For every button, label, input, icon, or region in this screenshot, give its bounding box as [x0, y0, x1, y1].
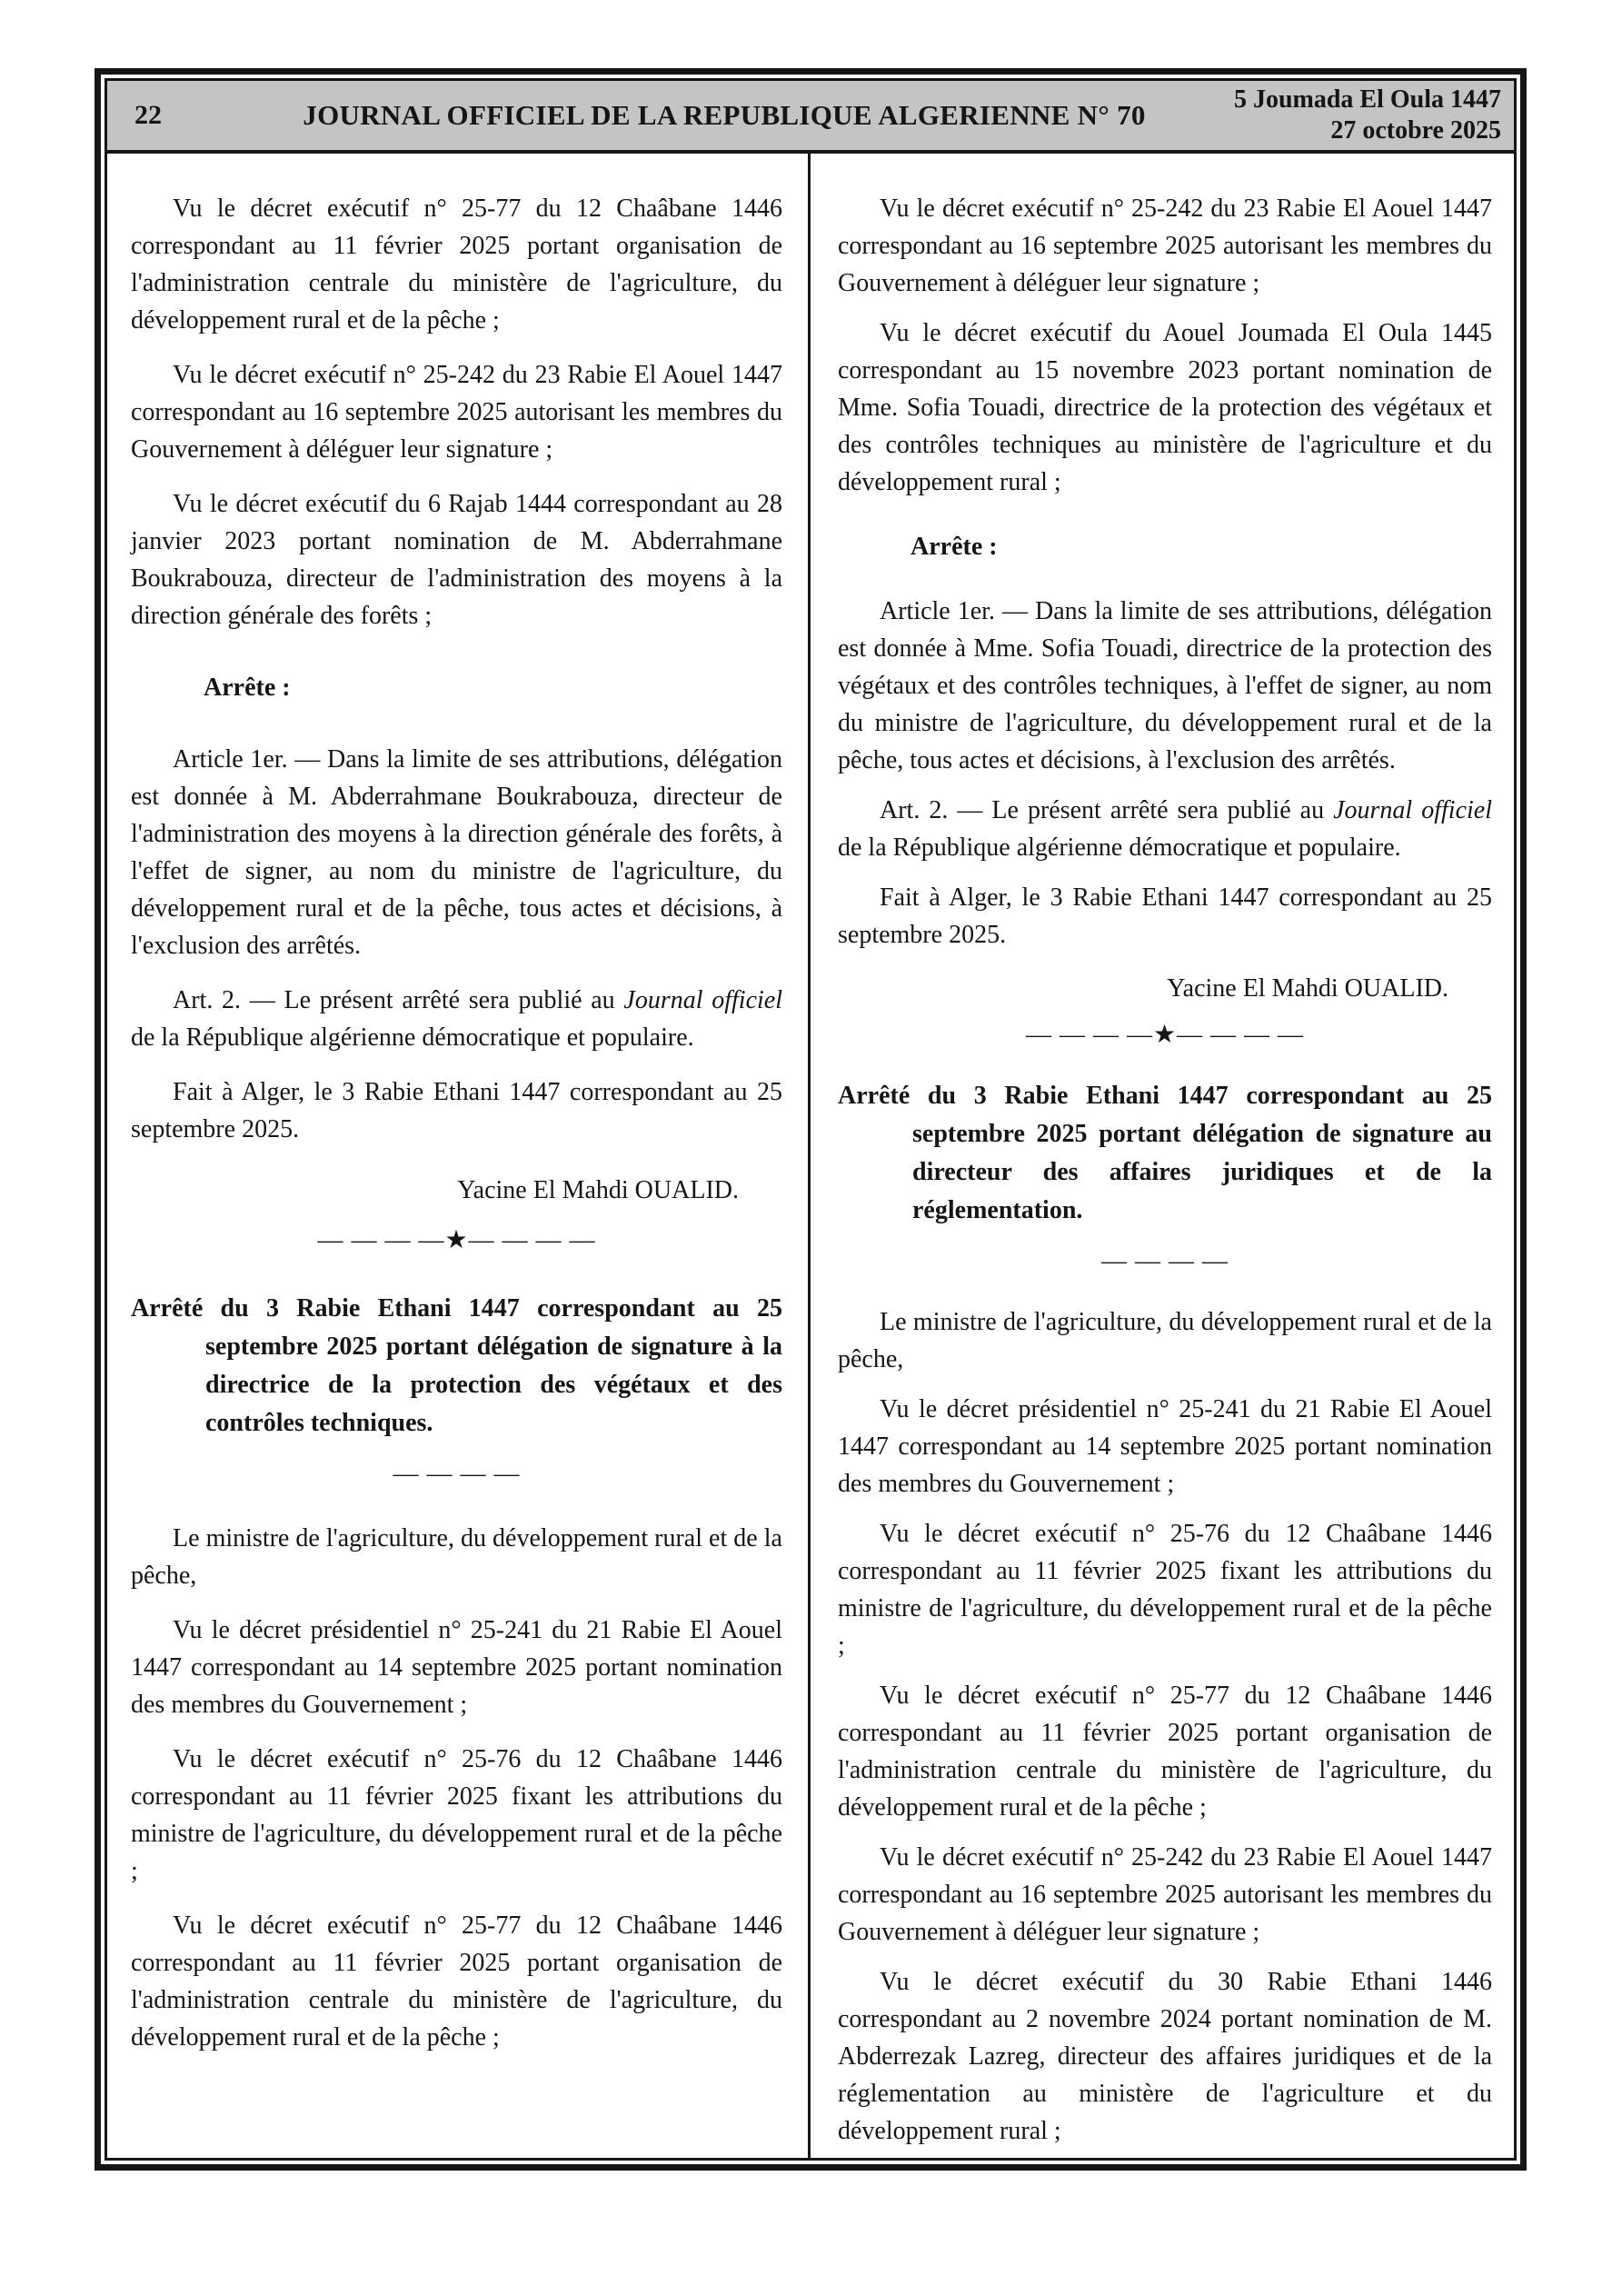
- paragraph: Vu le décret exécutif n° 25-242 du 23 Rabie El Aouel 1447 correspondant au 16 septembre 2025 autorisant les membres du Gouvernement à déléguer leur signature ;: [131, 361, 782, 464]
- paragraph: Vu le décret présidentiel n° 25-241 du 21 Rabie El Aouel 1447 correspondant au 14 septembre 2025 portant nomination des membres du Gouvernement ;: [838, 1395, 1492, 1498]
- gregorian-date: 27 octobre 2025: [1330, 116, 1501, 145]
- paragraph: Vu le décret exécutif n° 25-242 du 23 Rabie El Aouel 1447 correspondant au 16 septembre 2025 autorisant les membres du Gouvernement à déléguer leur signature ;: [838, 195, 1492, 297]
- paragraph: Article 1er. — Dans la limite de ses attributions, délégation est donnée à M. Abderrahmane Boukrabouza, directeur de l'administration des moyens à la direction générale des forêts, à l'effet de signer, au nom du ministre de l'agriculture, du développement rural et de la pêche, tous actes et décisions, à l'exclusion des arrêtés.: [131, 745, 782, 960]
- paragraph: Vu le décret exécutif n° 25-76 du 12 Chaâbane 1446 correspondant au 11 février 2025 fixant les attributions du ministre de l'agriculture, du développement rural et de la pêche ;: [838, 1520, 1492, 1660]
- decree-heading: Arrêté du 3 Rabie Ethani 1447 correspondant au 25 septembre 2025 portant délégation de signature au directeur des affaires juridiques et de la réglementation.: [838, 1082, 1492, 1224]
- page-frame-inner: [104, 78, 1517, 2161]
- paragraph: Vu le décret exécutif n° 25-242 du 23 Rabie El Aouel 1447 correspondant au 16 septembre 2025 autorisant les membres du Gouvernement à déléguer leur signature ;: [838, 1843, 1492, 1946]
- paragraph: Art. 2. — Le présent arrêté sera publié au Journal officiel de la République algérienne démocratique et populaire.: [131, 986, 782, 1052]
- journal-title: JOURNAL OFFICIEL DE LA REPUBLIQUE ALGERIENNE N° 70: [303, 99, 1146, 131]
- paragraph: Vu le décret exécutif n° 25-76 du 12 Chaâbane 1446 correspondant au 11 février 2025 fixant les attributions du ministre de l'agriculture, du développement rural et de la pêche ;: [131, 1745, 782, 1885]
- left-column: [107, 154, 811, 2158]
- paragraph: Vu le décret exécutif n° 25-77 du 12 Chaâbane 1446 correspondant au 11 février 2025 portant organisation de l'administration centrale du ministère de l'agriculture, du développement rural et de la pêche ;: [838, 1682, 1492, 1822]
- page-content: [107, 154, 1514, 2158]
- star-separator: — — — —★— — — —: [1025, 1021, 1305, 1049]
- paragraph: Fait à Alger, le 3 Rabie Ethani 1447 correspondant au 25 septembre 2025.: [838, 883, 1492, 949]
- header-band: [107, 81, 1514, 154]
- paragraph: Vu le décret exécutif n° 25-77 du 12 Chaâbane 1446 correspondant au 11 février 2025 portant organisation de l'administration centrale du ministère de l'agriculture, du développement rural et de la pêche ;: [131, 1912, 782, 2051]
- arrete-heading: Arrête :: [911, 533, 998, 561]
- signature: Yacine El Mahdi OUALID.: [457, 1176, 739, 1204]
- dash-separator: — — — —: [1101, 1247, 1229, 1275]
- page-frame: [95, 68, 1527, 2171]
- paragraph: Article 1er. — Dans la limite de ses attributions, délégation est donnée à Mme. Sofia Touadi, directrice de la protection des végétaux et des contrôles techniques, à l'effet de signer, au nom du ministre de l'agriculture, du développement rural et de la pêche, tous actes et décisions, à l'exclusion des arrêtés.: [838, 597, 1492, 774]
- dash-separator: — — — —: [393, 1460, 521, 1488]
- paragraph: Le ministre de l'agriculture, du développement rural et de la pêche,: [131, 1524, 782, 1590]
- paragraph: Vu le décret présidentiel n° 25-241 du 21 Rabie El Aouel 1447 correspondant au 14 septembre 2025 portant nomination des membres du Gouvernement ;: [131, 1616, 782, 1719]
- paragraph: Le ministre de l'agriculture, du développement rural et de la pêche,: [838, 1308, 1492, 1373]
- page-number: 22: [134, 100, 162, 130]
- paragraph: Art. 2. — Le présent arrêté sera publié au Journal officiel de la République algérienne démocratique et populaire.: [838, 796, 1492, 862]
- right-column: [811, 154, 1514, 2158]
- signature: Yacine El Mahdi OUALID.: [1167, 974, 1448, 1003]
- star-separator: — — — —★— — — —: [317, 1226, 596, 1254]
- paragraph: Fait à Alger, le 3 Rabie Ethani 1447 correspondant au 25 septembre 2025.: [131, 1078, 782, 1143]
- paragraph: Vu le décret exécutif du 30 Rabie Ethani 1446 correspondant au 2 novembre 2024 portant nomination de M. Abderrezak Lazreg, directeur des affaires juridiques et de la réglementation au ministère de l'agriculture et du développement rural ;: [838, 1968, 1492, 2145]
- date-block: [1214, 85, 1514, 146]
- paragraph: Vu le décret exécutif n° 25-77 du 12 Chaâbane 1446 correspondant au 11 février 2025 portant organisation de l'administration centrale du ministère de l'agriculture, du développement rural et de la pêche ;: [131, 195, 782, 334]
- decree-heading: Arrêté du 3 Rabie Ethani 1447 correspondant au 25 septembre 2025 portant délégation de signature à la directrice de la protection des végétaux et des contrôles techniques.: [131, 1294, 782, 1437]
- arrete-heading: Arrête :: [204, 674, 291, 702]
- hijri-date: 5 Joumada El Oula 1447: [1233, 85, 1501, 114]
- paragraph: Vu le décret exécutif du Aouel Joumada El Oula 1445 correspondant au 15 novembre 2023 portant nomination de Mme. Sofia Touadi, directrice de la protection des végétaux et des contrôles techniques au ministère de l'agriculture et du développement rural ;: [838, 319, 1492, 496]
- paragraph: Vu le décret exécutif du 6 Rajab 1444 correspondant au 28 janvier 2023 portant nomination de M. Abderrahmane Boukrabouza, directeur de l'administration des moyens à la direction générale des forêts ;: [131, 490, 782, 630]
